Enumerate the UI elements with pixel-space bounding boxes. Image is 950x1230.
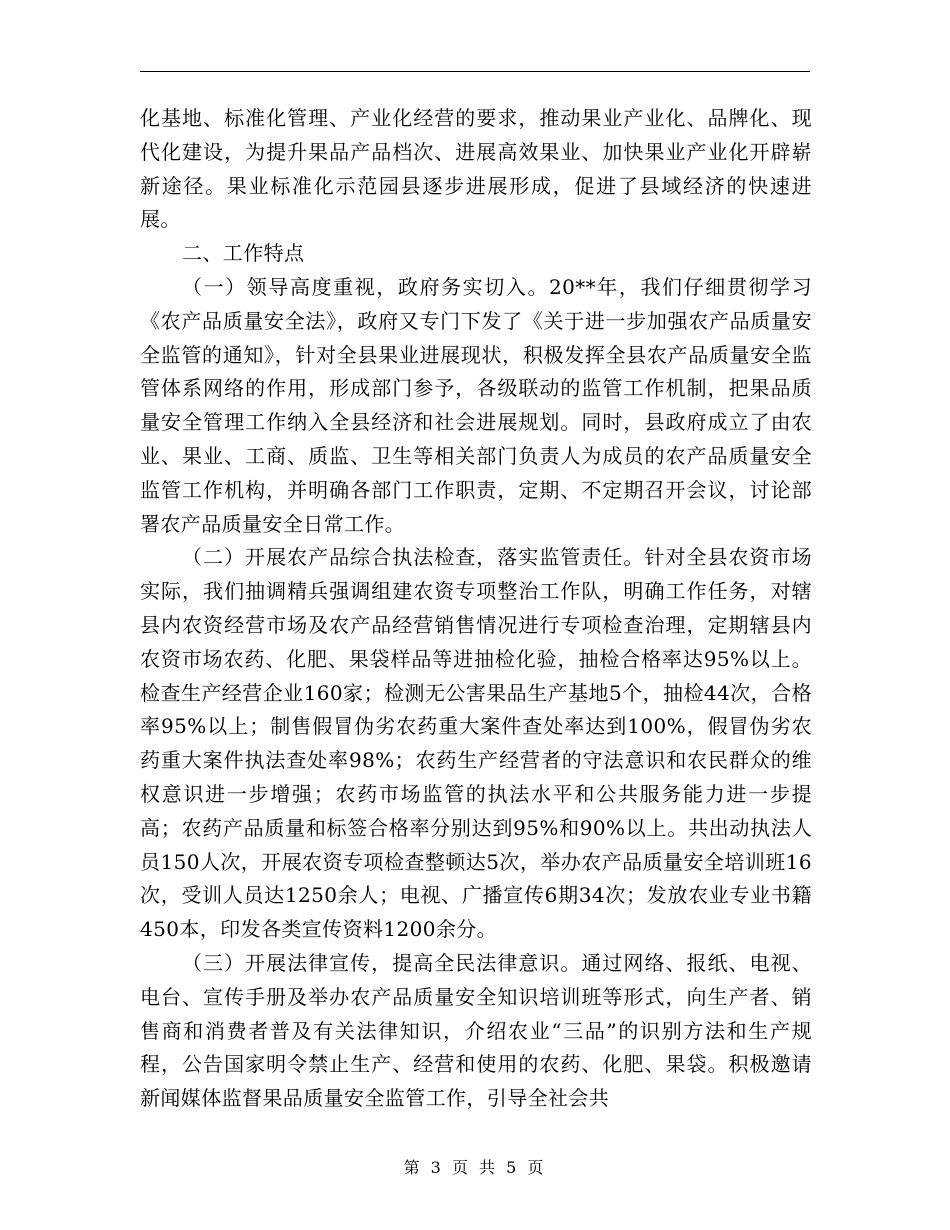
section-heading-work-features: 二、工作特点 [182, 241, 305, 266]
header-rule [140, 71, 810, 72]
page-footer: 第 3 页 共 5 页 [403, 1158, 547, 1177]
paragraph-enforcement: （二）开展农产品综合执法检查，落实监管责任。针对全县农资市场实际，我们抽调精兵强调组建农资专项整治工作队，明确工作任务，对辖县内农资经营市场及农产品经营销售情况进行专项检查治理，定期辖县内农资市场农药、化肥、果袋样品等进抽检化验，抽检合格率达95%以上。检查生产经营企业160家；检测无公害果品生产基地5个，抽检44次，合格率95%以上；制售假冒伪劣农药重大案件查处率达到100%，假冒伪劣农药重大案件执法查处率98%；农药生产经营者的守法意识和农民群众的维权意识进一步增强；农药市场监管的执法水平和公共服务能力进一步提高；农药产品质量和标签合格率分别达到95%和90%以上。共出动执法人员150人次，开展农资专项检查整顿达5次，举办农产品质量安全培训班16次，受训人员达1250余人；电视、广播宣传6期34次；发放农业专业书籍450本，印发各类宣传资料1200余分。 [140, 545, 812, 942]
paragraph-continuation: 化基地、标准化管理、产业化经营的要求，推动果业产业化、品牌化、现代化建设，为提升果品产品档次、进展高效果业、加快果业产业化开辟崭新途径。果业标准化示范园县逐步进展形成，促进了县域经济的快速进展。 [140, 106, 812, 232]
document-body [140, 102, 812, 1116]
paragraph-legal-publicity: （三）开展法律宣传，提高全民法律意识。通过网络、报纸、电视、电台、宣传手册及举办农产品质量安全知识培训班等形式，向生产者、销售商和消费者普及有关法律知识，介绍农业“三品”的识别方法和生产规程，公告国家明令禁止生产、经营和使用的农药、化肥、果袋。积极邀请新闻媒体监督果品质量安全监管工作，引导全社会共 [140, 950, 812, 1111]
paragraph-leadership: （一）领导高度重视，政府务实切入。20**年，我们仔细贯彻学习《农产品质量安全法》，政府又专门下发了《关于进一步加强农产品质量安全监管的通知》，针对全县果业进展现状，积极发挥全县农产品质量安全监管体系网络的作用，形成部门参予，各级联动的监管工作机制，把果品质量安全管理工作纳入全县经济和社会进展规划。同时，县政府成立了由农业、果业、工商、质监、卫生等相关部门负责人为成员的农产品质量安全监管工作机构，并明确各部门工作职责，定期、不定期召开会议，讨论部署农产品质量安全日常工作。 [140, 274, 812, 536]
